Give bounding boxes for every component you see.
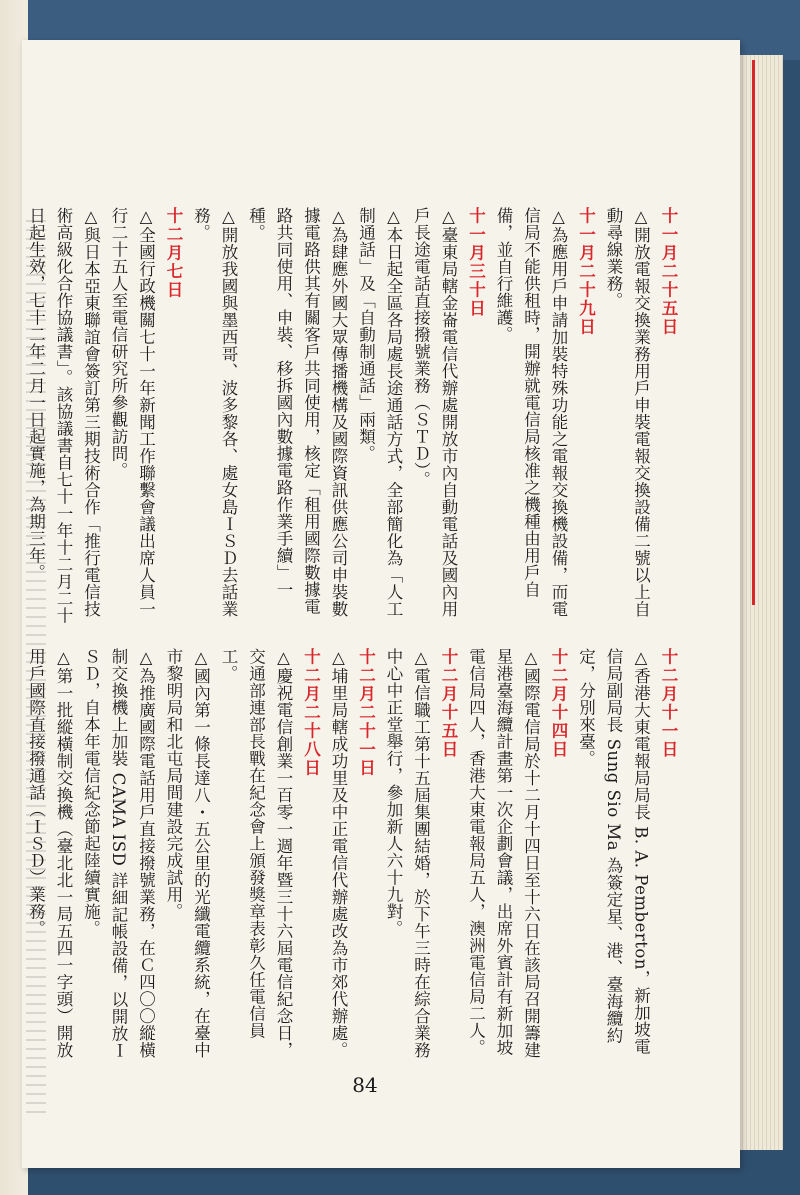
entry-text: △國內第一條長達八・五公里的光纖電纜系統，在臺中市黎明局和北屯局間建設完成試用。 [164, 648, 211, 1059]
page-edges [735, 55, 783, 1150]
entry-date: 十二月十四日 [549, 648, 568, 759]
entry-text: △為肆應外國大眾傳播機構及國際資訊供應公司申裝數據電路供其有關客戶共同使用，核定「租用國際數據電路共同使用、申裝、移拆國內數據電路作業手續」一種。 [246, 207, 348, 618]
entry-text: △臺東局轄金崙電信代辦處開放市內自動電話及國內用戶長途電話直接撥號業務（ＳＴＤ）。 [411, 207, 458, 618]
entry-date: 十一月三十日 [466, 207, 486, 318]
entry-date: 十二月二十一日 [356, 648, 376, 778]
entry-date: 十一月二十九日 [576, 207, 596, 337]
entry-text: △與日本亞東聯誼會簽訂第三期技術合作「推行電信技術高級化合作協議書」。該協議書自七十一年十二月二十日起生效，七十二年二月一日起實施，為期三年。 [26, 207, 101, 624]
entry-text: △第一批縱橫制交換機（臺北北一局五四一字頭）開放用戶國際直接撥通話（ＩＳＤ）業務。 [26, 648, 73, 1059]
entry-text: △開放電報交換業務用戶申裝電報交換設備二號以上自動尋線業務。 [604, 207, 651, 618]
entry-text: △為應用戶申請加裝特殊功能之電報交換機設備，而電信局不能供租時，開辦就電信局核准之機種由用戶自備，並自行維護。 [494, 207, 568, 618]
entry-text: △埔里局轄成功里及中正電信代辦處改為市郊代辦處。 [329, 648, 348, 1059]
chronicle-bottom-block [22, 648, 682, 1068]
entry-text: △為推廣國際電話用戶直接撥號業務，在Ｃ四〇〇縱橫制交換機上加裝 CAMA ISD 詳細記帳設備，以開放ＩＳＤ，自本年電信紀念節起陸續實施。 [81, 648, 156, 1060]
entry-date: 十二月十五日 [439, 648, 458, 759]
entry-date: 十二月七日 [164, 207, 183, 300]
entry-date: 十二月十一日 [659, 648, 678, 759]
page-number: 84 [352, 1073, 378, 1097]
entry-text: △電信職工第十五屆集團結婚，於下午三時在綜合業務中心中正堂舉行，參加新人六十九對。 [384, 648, 431, 1059]
entry-text: △全國行政機關七十一年新聞工作聯繫會議出席人員一行二十五人至電信研究所參觀訪問。 [109, 207, 156, 618]
entry-text: △國際電信局於十二月十四日至十六日在該局召開籌建星港臺海纜計畫第一次企劃會議，出席外賓計有新加坡電信局四人，香港大東電報局五人，澳洲電信局二人。 [466, 648, 541, 1059]
entry-text: △本日起全區各局處長途通話方式，全部簡化為「人工制通話」及「自動制通話」兩類。 [356, 207, 403, 618]
entry-text: △香港大東電報局局長 B. A. Pemberton，新加坡電信局副局長 Sung Sio Ma 為簽定星、港、臺海纜約定，分別來臺。 [576, 648, 651, 1055]
chronicle-top-block [22, 207, 682, 627]
red-edge-rule [752, 60, 755, 605]
entry-date: 十二月二十八日 [301, 648, 321, 778]
entry-text: △慶祝電信創業一百零一週年暨三十六屆電信紀念日，交通部連部長戰在紀念會上頒發獎章表彰久任電信員工。 [219, 648, 293, 1059]
entry-text: △開放我國與墨西哥、波多黎各、處女島ＩＳＤ去話業務。 [191, 207, 238, 618]
entry-date: 十一月二十五日 [659, 207, 678, 337]
